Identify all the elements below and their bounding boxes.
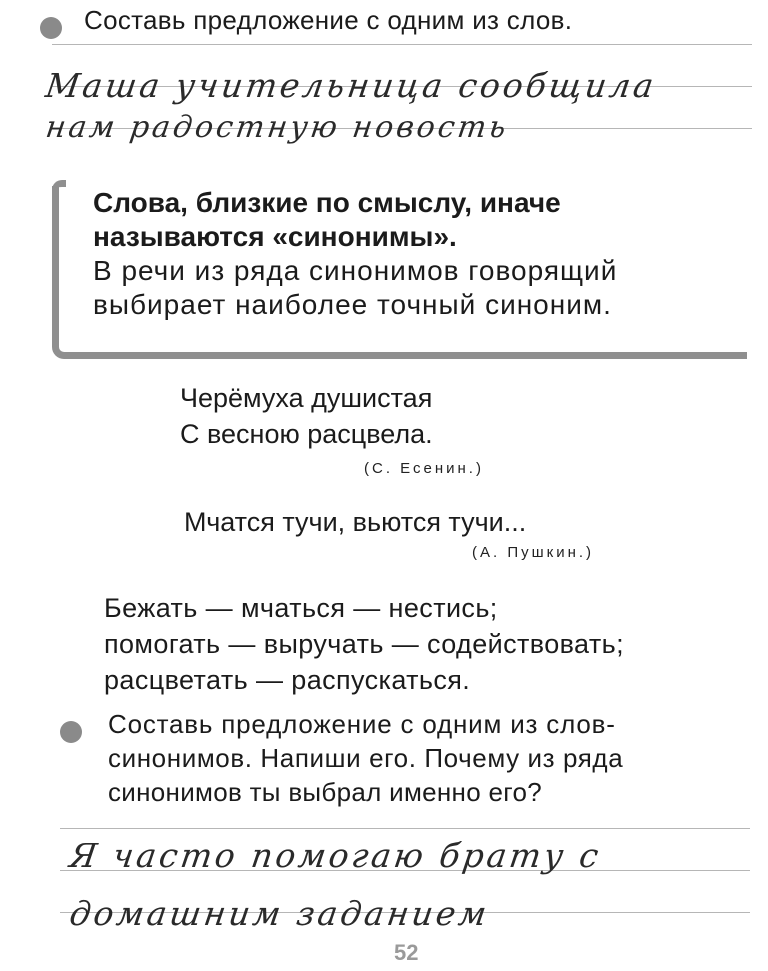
task1-rule-1: [52, 44, 752, 45]
poem1-line2: С весною расцвела.: [180, 419, 433, 449]
task1-instruction: Составь предложение с одним из слов.: [84, 5, 573, 35]
task2-answer-line2: домашним заданием: [67, 894, 492, 933]
synonyms-line1: Бежать — мчаться — нестись;: [104, 593, 498, 623]
task2-line2: синонимов. Напиши его. Почему из ряда: [108, 743, 624, 773]
synonyms-line3: расцветать — распускаться.: [104, 665, 471, 695]
poem1-line1: Черёмуха душистая: [180, 383, 433, 413]
task2-line3: синонимов ты выбрал именно его?: [108, 777, 542, 807]
poem1-author: (С. Есенин.): [364, 460, 484, 477]
rule-bold-line2: называются «синонимы».: [93, 221, 457, 252]
task1-bullet: [40, 17, 62, 39]
poem2-author: (А. Пушкин.): [472, 544, 595, 561]
rule-bold-line1: Слова, близкие по смыслу, иначе: [93, 187, 561, 218]
poem2-line1: Мчатся тучи, вьются тучи...: [184, 507, 527, 537]
rule-box-corner: [52, 180, 66, 194]
synonyms-line2: помогать — выручать — содействовать;: [104, 629, 625, 659]
task2-answer-line1: Я часто помогаю брату с: [67, 836, 604, 875]
task2-rule-1: [60, 828, 750, 829]
task1-answer-line2: нам радостную новость: [43, 110, 511, 145]
rule-normal-line1: В речи из ряда синонимов говорящий: [93, 255, 618, 286]
page-number: 52: [394, 940, 419, 965]
task2-bullet: [60, 721, 82, 743]
rule-normal-line2: выбирает наиболее точный синоним.: [93, 289, 612, 320]
rule-box: [52, 186, 747, 359]
task1-answer-line1: Маша учительница сообщила: [43, 66, 659, 105]
task2-line1: Составь предложение с одним из слов-: [108, 709, 616, 739]
